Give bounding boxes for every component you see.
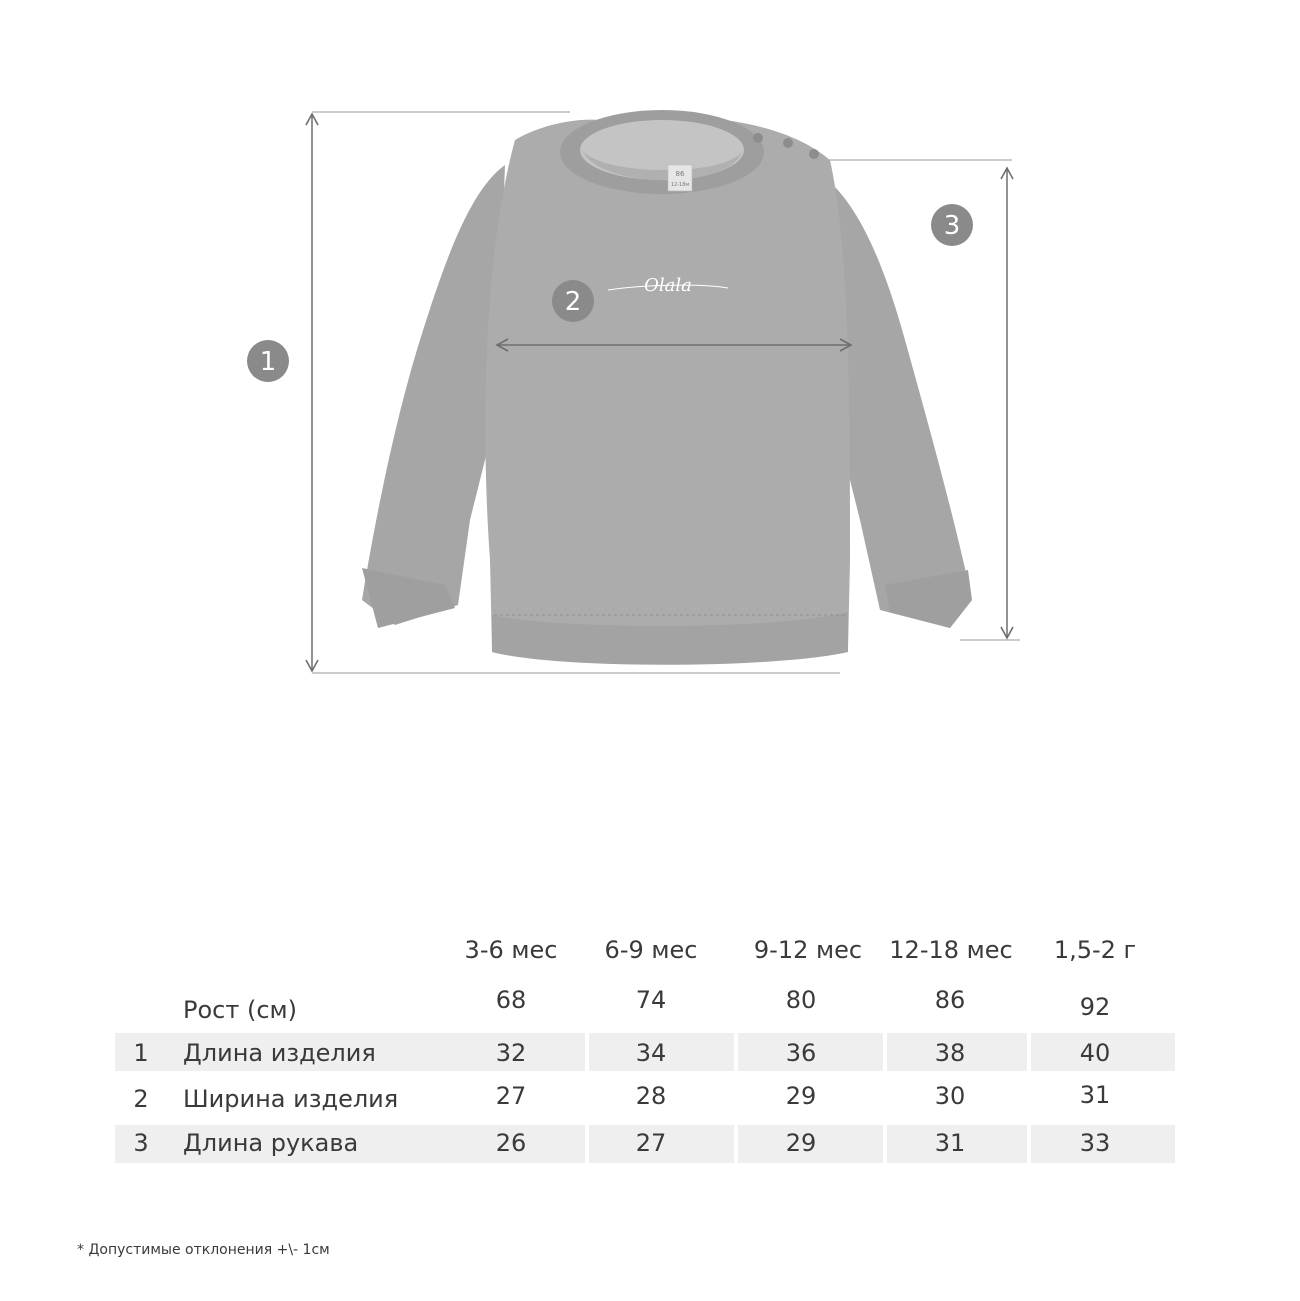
column-header: 3-6 мес (464, 936, 558, 964)
table-cell: 40 (1079, 1039, 1111, 1067)
table-cell: 80 (785, 986, 817, 1014)
table-cell: 31 (1079, 1081, 1111, 1109)
table-cell: 86 (934, 986, 966, 1014)
column-header: 12-18 мес (889, 936, 1013, 964)
table-cell: 27 (635, 1129, 667, 1157)
size-tag-text-1: 86 (675, 170, 685, 178)
size-tag-text-2: 12-18м (670, 182, 690, 188)
column-header: 6-9 мес (604, 936, 698, 964)
table-header-row (115, 935, 1175, 973)
table-cell: 27 (495, 1082, 527, 1110)
table-cell: 38 (934, 1039, 966, 1067)
row-number: 2 (133, 1085, 149, 1113)
table-row (115, 1033, 1175, 1071)
svg-text:3: 3 (943, 211, 961, 241)
table-cell: 68 (495, 986, 527, 1014)
badge-3 (931, 204, 973, 246)
table-cell: 32 (495, 1039, 527, 1067)
badge-2 (552, 280, 594, 322)
table-cell: 33 (1079, 1129, 1111, 1157)
table-cell: 26 (495, 1129, 527, 1157)
table-cell: 28 (635, 1082, 667, 1110)
row-label: Длина изделия (183, 1039, 376, 1067)
table-cell: 29 (785, 1082, 817, 1110)
column-header: 9-12 мес (753, 936, 863, 964)
table-cell: 36 (785, 1039, 817, 1067)
row-number: 1 (133, 1039, 149, 1067)
brand-logo: Olala (644, 275, 692, 296)
table-cell: 31 (934, 1129, 966, 1157)
table-row-height (115, 985, 1175, 1023)
footnote: * Допустимые отклонения +\- 1см (77, 1242, 330, 1258)
row-number: 3 (133, 1129, 149, 1157)
column-header: 1,5-2 г (1053, 936, 1137, 964)
svg-text:1: 1 (259, 347, 277, 377)
table-cell: 34 (635, 1039, 667, 1067)
sweater-shape (362, 110, 972, 665)
row-label: Длина рукава (183, 1129, 359, 1157)
row-label: Рост (см) (183, 996, 297, 1024)
table-cell: 30 (934, 1082, 966, 1110)
row-label: Ширина изделия (183, 1085, 399, 1113)
svg-text:2: 2 (564, 287, 582, 317)
table-cell: 92 (1079, 993, 1111, 1021)
table-row (115, 1125, 1175, 1163)
table-cell: 29 (785, 1129, 817, 1157)
table-cell: 74 (635, 986, 667, 1014)
badge-1 (247, 340, 289, 382)
table-row (115, 1080, 1175, 1118)
